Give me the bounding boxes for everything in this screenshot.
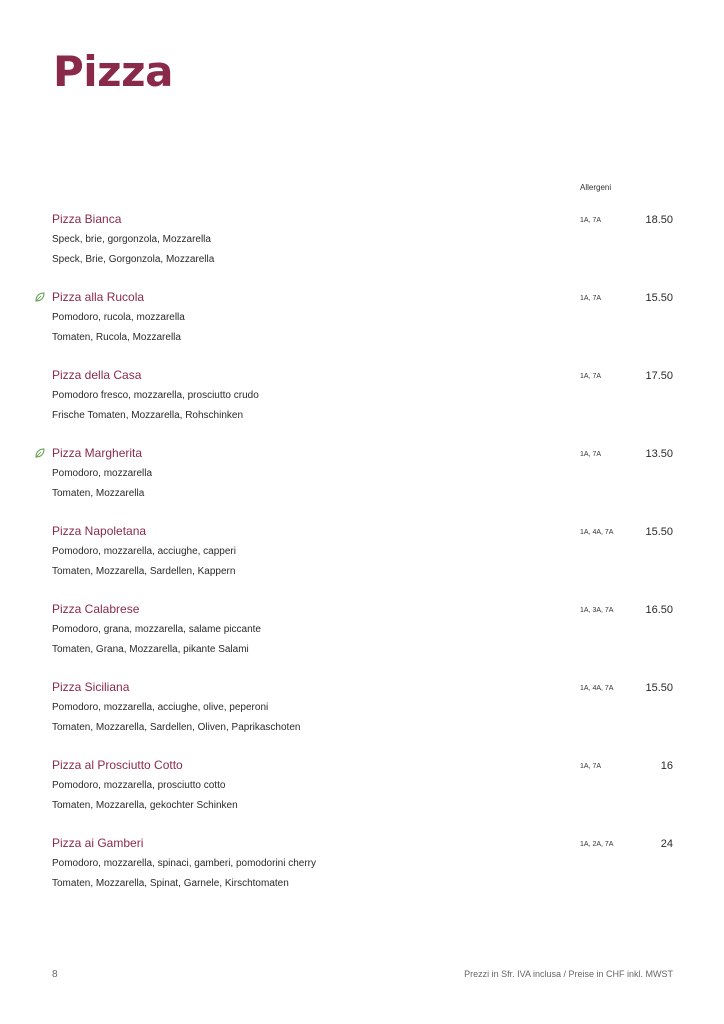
item-description-german: Tomaten, Mozzarella, Sardellen, Oliven, Paprikaschoten [52, 722, 301, 733]
menu-item [0, 289, 724, 367]
item-name: Pizza della Casa [52, 368, 142, 382]
menu-item [0, 211, 724, 289]
item-price: 24 [660, 838, 673, 850]
item-price: 15.50 [645, 292, 673, 304]
menu-item [0, 367, 724, 445]
item-price: 15.50 [645, 682, 673, 694]
item-name: Pizza al Prosciutto Cotto [52, 758, 183, 772]
item-name: Pizza Calabrese [52, 602, 140, 616]
item-description-italian: Speck, brie, gorgonzola, Mozzarella [52, 234, 211, 245]
menu-item [0, 679, 724, 757]
item-description-italian: Pomodoro, mozzarella, spinaci, gamberi, pomodorini cherry [52, 858, 317, 869]
item-allergens: 1A, 7A [580, 373, 602, 380]
menu-item [0, 835, 724, 913]
page-title: Pizza [53, 47, 173, 96]
item-description-german: Tomaten, Mozzarella, gekochter Schinken [52, 800, 238, 811]
item-allergens: 1A, 3A, 7A [580, 607, 614, 614]
item-description-german: Frische Tomaten, Mozzarella, Rohschinken [52, 410, 244, 421]
menu-item [0, 445, 724, 523]
item-allergens: 1A, 4A, 7A [580, 529, 614, 536]
footer-price-note: Prezzi in Sfr. IVA inclusa / Preise in CHF inkl. MWST [464, 969, 673, 979]
item-description-german: Tomaten, Grana, Mozzarella, pikante Salami [52, 644, 249, 655]
leaf-icon [34, 291, 46, 303]
item-description-italian: Pomodoro, rucola, mozzarella [52, 312, 185, 323]
menu-list [0, 211, 724, 913]
item-allergens: 1A, 7A [580, 451, 602, 458]
item-name: Pizza alla Rucola [52, 290, 145, 304]
menu-item [0, 757, 724, 835]
item-price: 15.50 [645, 526, 673, 538]
leaf-icon [34, 447, 46, 459]
menu-item [0, 523, 724, 601]
item-allergens: 1A, 7A [580, 763, 602, 770]
item-description-german: Tomaten, Mozzarella, Spinat, Garnele, Kirschtomaten [52, 878, 289, 889]
item-price: 18.50 [645, 214, 673, 226]
item-name: Pizza Margherita [52, 446, 143, 460]
item-price: 17.50 [645, 370, 673, 382]
item-description-italian: Pomodoro, mozzarella, acciughe, olive, peperoni [52, 702, 269, 713]
item-description-italian: Pomodoro, mozzarella [52, 468, 153, 479]
item-name: Pizza Siciliana [52, 680, 130, 694]
item-allergens: 1A, 7A [580, 217, 602, 224]
item-allergens: 1A, 4A, 7A [580, 685, 614, 692]
item-allergens: 1A, 7A [580, 295, 602, 302]
item-description-german: Tomaten, Mozzarella [52, 488, 145, 499]
item-price: 16.50 [645, 604, 673, 616]
item-description-italian: Pomodoro fresco, mozzarella, prosciutto crudo [52, 390, 259, 401]
item-description-italian: Pomodoro, mozzarella, acciughe, capperi [52, 546, 236, 557]
item-description-german: Tomaten, Mozzarella, Sardellen, Kappern [52, 566, 236, 577]
item-description-german: Tomaten, Rucola, Mozzarella [52, 332, 181, 343]
item-name: Pizza Napoletana [52, 524, 147, 538]
allergen-column-header: Allergeni [580, 183, 612, 192]
item-description-italian: Pomodoro, mozzarella, prosciutto cotto [52, 780, 226, 791]
item-name: Pizza Bianca [52, 212, 122, 226]
item-price: 16 [660, 760, 673, 772]
item-description-german: Speck, Brie, Gorgonzola, Mozzarella [52, 254, 215, 265]
item-name: Pizza ai Gamberi [52, 836, 144, 850]
page-number: 8 [52, 969, 58, 980]
menu-item [0, 601, 724, 679]
item-description-italian: Pomodoro, grana, mozzarella, salame piccante [52, 624, 261, 635]
item-price: 13.50 [645, 448, 673, 460]
item-allergens: 1A, 2A, 7A [580, 841, 614, 848]
